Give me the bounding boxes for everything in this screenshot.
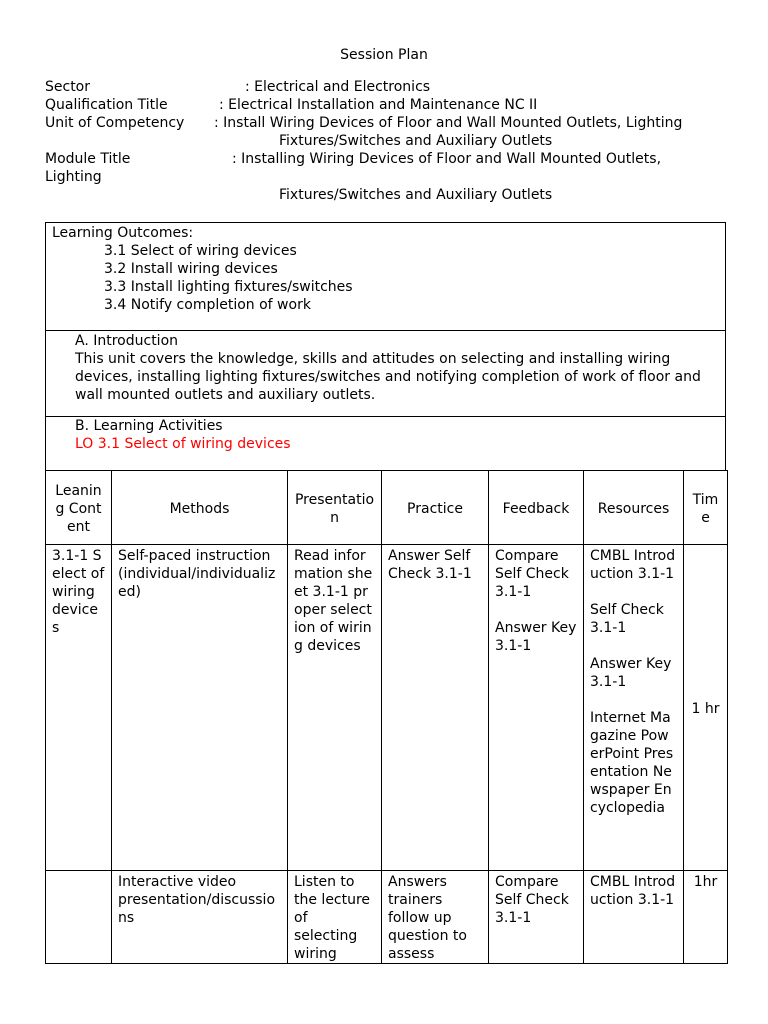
sector-label: Sector [45,79,91,95]
lo-title: LO 3.1 Select of wiring devices [75,436,291,452]
learning-activities-heading: B. Learning Activities [75,418,223,434]
cell-content [46,871,112,964]
feedback-line: Answer Key 3.1-1 [495,620,577,654]
learning-outcome-item: 3.3 Install lighting fixtures/switches [104,279,353,295]
page-title: Session Plan [340,47,428,63]
cell-time: 1 hr [684,545,728,871]
cell-content: 3.1-1 Select of wiring devices [46,545,112,871]
cell-feedback: Compare Self Check 3.1-1 [489,871,584,964]
cell-practice: Answers trainers follow up question to assess [382,871,489,964]
learning-outcome-item: 3.4 Notify completion of work [104,297,311,313]
unit-value-cont: Fixtures/Switches and Auxiliary Outlets [279,133,553,149]
header-time: Time [684,471,728,545]
cell-practice: Answer Self Check 3.1-1 [382,545,489,871]
cell-presentation: Read information sheet 3.1-1 proper selection of wiring devices [288,545,382,871]
header-resources: Resources [584,471,684,545]
header-methods: Methods [112,471,288,545]
module-label: Module Title [45,151,131,167]
header-feedback: Feedback [489,471,584,545]
table-row [46,871,728,964]
cell-methods: Interactive video presentation/discussions [112,871,288,964]
cell-presentation: Listen to the lecture of selecting wiring [288,871,382,964]
table-row [46,545,728,871]
cell-feedback [489,545,584,871]
feedback-line: Compare Self Check 3.1-1 [495,548,569,600]
cell-resources [584,545,684,871]
resource-line: Self Check 3.1-1 [590,602,664,636]
qualification-value: : Electrical Installation and Maintenance NC II [219,97,538,113]
learning-activities-box [45,416,726,471]
cell-methods: Self-paced instruction (individual/individualized) [112,545,288,871]
header-content: Leaning Content [46,471,112,545]
learning-outcomes-box [45,222,726,331]
learning-outcome-item: 3.1 Select of wiring devices [104,243,297,259]
learning-outcome-item: 3.2 Install wiring devices [104,261,278,277]
header-practice: Practice [382,471,489,545]
cell-time: 1hr [684,871,728,964]
module-value: : Installing Wiring Devices of Floor and Wall Mounted Outlets, [232,151,662,167]
sector-value: : Electrical and Electronics [245,79,431,95]
resource-line: CMBL Introduction 3.1-1 [590,548,676,582]
unit-label: Unit of Competency [45,115,185,131]
cell-resources: CMBL Introduction 3.1-1 [584,871,684,964]
header-presentation: Presentation [288,471,382,545]
introduction-box [45,330,726,417]
learning-outcomes-heading: Learning Outcomes: [52,225,194,241]
resource-line: Answer Key 3.1-1 [590,656,672,690]
unit-value: : Install Wiring Devices of Floor and Wall Mounted Outlets, Lighting [214,115,683,131]
module-value-wrap: Lighting [45,169,102,185]
table-header-row [46,471,728,545]
resource-line: Internet Magazine PowerPoint Presentation Newspaper Encyclopedia [590,710,674,816]
introduction-body: This unit covers the knowledge, skills and attitudes on selecting and installing wiring devices, installing lighting fixtures/switches and notifying completion of work of floor and wall mounted outlets and auxiliary outlets. [75,351,701,403]
activities-table [45,470,728,964]
qualification-label: Qualification Title [45,97,168,113]
introduction-heading: A. Introduction [75,333,179,349]
module-value-cont: Fixtures/Switches and Auxiliary Outlets [279,187,553,203]
